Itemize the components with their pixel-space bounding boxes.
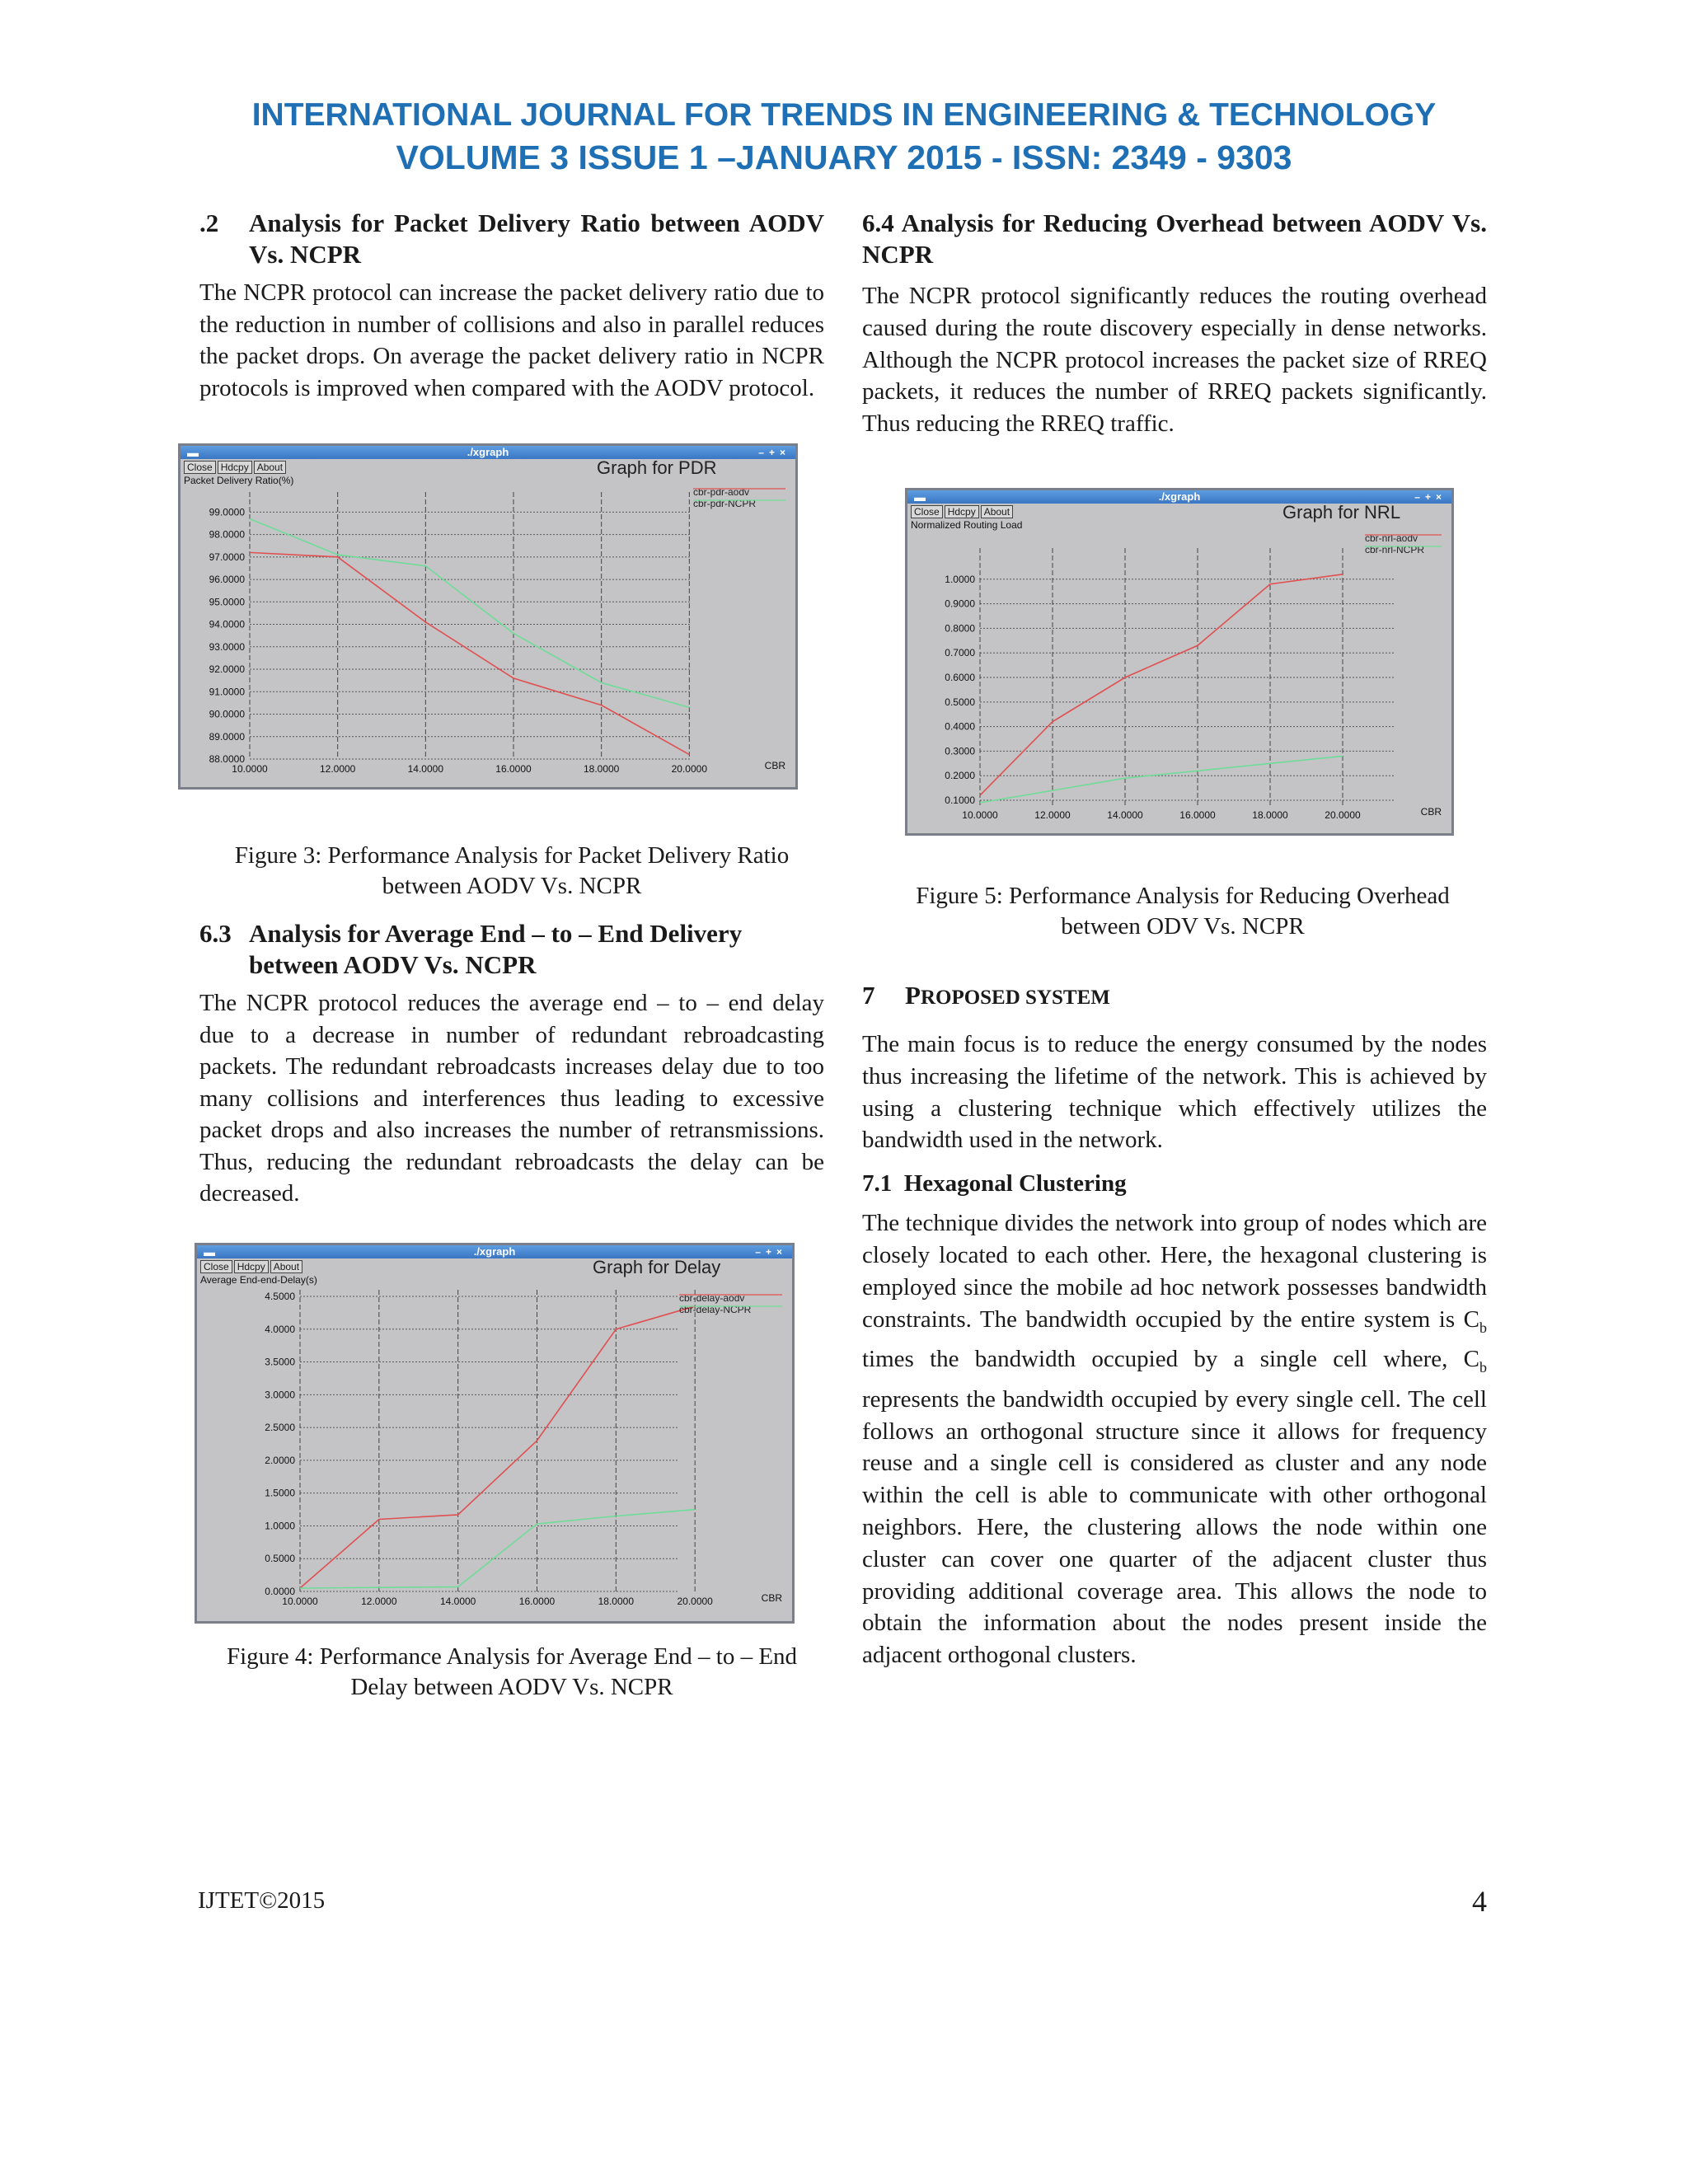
y-tick-label: 3.0000	[265, 1388, 295, 1400]
window-controls-icon[interactable]: –+×	[758, 447, 790, 458]
x-tick-label: 12.0000	[319, 763, 356, 775]
y-tick-label: 95.0000	[209, 596, 245, 608]
section-6-4-heading: 6.4 Analysis for Reducing Overhead between AODV Vs. NCPR	[862, 209, 1487, 269]
y-tick-label: 92.0000	[209, 663, 245, 676]
y-tick-label: 99.0000	[209, 506, 245, 518]
xgraph-window-delay	[195, 1243, 795, 1624]
y-tick-label: 0.2000	[945, 770, 975, 782]
close-button[interactable]: Close	[911, 505, 943, 518]
y-tick-label: 93.0000	[209, 640, 245, 653]
y-tick-label: 1.5000	[265, 1487, 295, 1499]
legend-entry: cbr-nrl-aodv	[1365, 532, 1418, 544]
about-button[interactable]: About	[270, 1260, 302, 1273]
y-tick-label: 0.6000	[945, 672, 975, 684]
window-title: ./xgraph	[473, 1244, 516, 1258]
legend-entry: cbr-pdr-aodv	[693, 486, 750, 498]
hardcopy-button[interactable]: Hdcpy	[945, 505, 979, 518]
y-tick-label: 0.8000	[945, 622, 975, 635]
legend-entry: cbr-delay-aodv	[679, 1291, 745, 1304]
x-tick-label: 20.0000	[1325, 808, 1361, 821]
section-6-3-heading	[199, 918, 824, 981]
y-tick-label: 91.0000	[209, 686, 245, 698]
y-tick-label: 89.0000	[209, 730, 245, 743]
section-title: Analysis for Average End – to – End Delivery between AODV Vs. NCPR	[249, 919, 743, 979]
section-title: Analysis for Packet Delivery Ratio between AODV Vs. NCPR	[249, 209, 824, 269]
close-button[interactable]: Close	[184, 461, 216, 474]
y-axis-label: Normalized Routing Load	[911, 518, 1023, 531]
series-line-cbr-pdr-aodv	[250, 552, 689, 754]
section-7-heading	[862, 980, 1487, 1014]
chart-svg	[181, 446, 790, 782]
page-number: 4	[1472, 1885, 1487, 1918]
window-controls-icon[interactable]: –+×	[1414, 490, 1447, 503]
figure-5	[862, 488, 1487, 942]
section-7-body: The main focus is to reduce the energy consumed by the nodes thus increasing the lifetime of the network. This is achieved by using a clustering technique which effectively utilizes the bandwidth used in the network.	[862, 1030, 1487, 1154]
section-6-2-heading	[199, 208, 824, 270]
window-menu-icon[interactable]: ▬	[187, 446, 199, 459]
about-button[interactable]: About	[981, 505, 1013, 518]
chart-svg	[907, 490, 1447, 828]
xgraph-window-pdr	[178, 443, 798, 790]
y-tick-label: 4.5000	[265, 1290, 295, 1302]
x-tick-label: 14.0000	[407, 763, 444, 775]
y-tick-label: 4.0000	[265, 1323, 295, 1335]
section-title-rest: ROPOSED SYSTEM	[920, 986, 1110, 1009]
section-number: .2	[199, 209, 219, 237]
close-button[interactable]: Close	[200, 1260, 232, 1273]
body-text: represents the bandwidth occupied by every single cell. The cell follows an orthogonal structure since it allows for frequency reuse and a single cell is considered as cluster and any node within the cell is able to communicate with other orthogonal neighbors. Here, the clustering allows the node within one cluster can cover one quarter of the adjacent cluster thus providing additional coverage area. This allows the node to obtain the information about the nodes present inside the adjacent orthogonal clusters.	[862, 1385, 1487, 1669]
x-tick-label: 12.0000	[361, 1595, 397, 1607]
about-button[interactable]: About	[254, 461, 286, 474]
hardcopy-button[interactable]: Hdcpy	[234, 1260, 269, 1273]
y-tick-label: 1.0000	[945, 573, 975, 585]
y-tick-label: 0.3000	[945, 745, 975, 757]
x-tick-label: 14.0000	[1107, 808, 1143, 821]
window-title: ./xgraph	[1158, 490, 1201, 503]
y-tick-label: 97.0000	[209, 551, 245, 563]
x-tick-label: 14.0000	[439, 1595, 476, 1607]
y-tick-label: 0.5000	[945, 696, 975, 708]
graph-title: Graph for NRL	[1282, 501, 1401, 523]
x-tick-label: 16.0000	[1179, 808, 1216, 821]
series-line-cbr-delay-NCPR	[300, 1509, 695, 1587]
figure-5-caption: Figure 5: Performance Analysis for Reducing Overhead between ODV Vs. NCPR	[916, 882, 1450, 940]
y-tick-label: 2.0000	[265, 1454, 295, 1466]
section-6-3-body: The NCPR protocol reduces the average end – to – end delay due to a decrease in number of redundant rebroadcasting packets. The redundant rebroadcasts increases delay due to too many collisions and interferences thus leading to excessive packet drops and also increases the number of retransmissions. Thus, reducing the redundant rebroadcasts the delay can be decreased.	[199, 990, 824, 1207]
x-tick-label: 12.0000	[1034, 808, 1071, 821]
series-line-cbr-nrl-NCPR	[980, 756, 1343, 803]
figure-4-caption: Figure 4: Performance Analysis for Average End – to – End Delay between AODV Vs. NCPR	[226, 1643, 798, 1700]
subscript: b	[1479, 1319, 1487, 1336]
x-tick-label: 10.0000	[282, 1595, 318, 1607]
x-axis-label: CBR	[1420, 805, 1442, 818]
section-title-first: P	[905, 980, 921, 1010]
y-tick-label: 0.7000	[945, 647, 975, 659]
section-6-2-body: The NCPR protocol can increase the packet delivery ratio due to the reduction in number of collisions and also in parallel reduces the packet drops. On average the packet delivery ratio in NCPR protocols is improved when compared with the AODV protocol.	[199, 279, 824, 401]
y-tick-label: 0.9000	[945, 598, 975, 610]
y-tick-label: 0.5000	[265, 1552, 295, 1564]
xgraph-window-nrl	[905, 488, 1454, 836]
chart-svg	[197, 1245, 787, 1616]
y-tick-label: 88.0000	[209, 753, 245, 765]
x-tick-label: 20.0000	[677, 1595, 713, 1607]
x-tick-label: 10.0000	[232, 763, 268, 775]
x-tick-label: 20.0000	[671, 763, 708, 775]
x-tick-label: 16.0000	[495, 763, 532, 775]
right-column	[862, 208, 1487, 1671]
y-axis-label: Packet Delivery Ratio(%)	[184, 475, 294, 486]
figure-4	[199, 1243, 824, 1703]
legend-entry: cbr-delay-NCPR	[679, 1303, 752, 1315]
x-tick-label: 18.0000	[598, 1595, 635, 1607]
x-tick-label: 18.0000	[583, 763, 620, 775]
window-title: ./xgraph	[467, 446, 509, 458]
hardcopy-button[interactable]: Hdcpy	[218, 461, 252, 474]
series-line-cbr-delay-aodv	[300, 1305, 695, 1587]
section-7-1-body	[862, 1207, 1487, 1671]
figure-3	[184, 443, 824, 902]
y-tick-label: 0.0000	[265, 1585, 295, 1597]
y-tick-label: 90.0000	[209, 708, 245, 720]
body-text: The technique divides the network into group of nodes which are closely located to each other. Here, the hexagonal clustering is employed since the mobile ad hoc network possesses bandwidth constraints. The bandwidth occupied by the entire system is C	[862, 1210, 1487, 1333]
body-text: times the bandwidth occupied by a single cell where, C	[862, 1346, 1479, 1373]
y-tick-label: 94.0000	[209, 618, 245, 630]
section-number: 7	[862, 980, 875, 1010]
x-axis-label: CBR	[761, 1591, 782, 1604]
y-tick-label: 0.4000	[945, 720, 975, 733]
y-tick-label: 2.5000	[265, 1421, 295, 1433]
x-axis-label: CBR	[764, 760, 785, 771]
y-tick-label: 96.0000	[209, 574, 245, 586]
graph-title: Graph for Delay	[593, 1256, 721, 1277]
footer-copyright: IJTET©2015	[198, 1887, 326, 1914]
x-tick-label: 10.0000	[962, 808, 998, 821]
y-tick-label: 1.0000	[265, 1519, 295, 1531]
window-menu-icon[interactable]: ▬	[204, 1244, 215, 1258]
y-tick-label: 3.5000	[265, 1356, 295, 1368]
journal-issue-line: VOLUME 3 ISSUE 1 –JANUARY 2015 - ISSN: 2349 - 9303	[396, 138, 1292, 176]
section-6-4-body: The NCPR protocol significantly reduces the routing overhead caused during the route discovery especially in dense networks. Although the NCPR protocol increases the packet size of RREQ packets, it reduces the number of RREQ packets significantly. Thus reducing the RREQ traffic.	[862, 283, 1487, 438]
window-menu-icon[interactable]: ▬	[914, 490, 926, 504]
legend-entry: cbr-nrl-NCPR	[1365, 543, 1424, 555]
section-7-1-heading: 7.1 Hexagonal Clustering	[862, 1170, 1127, 1197]
x-tick-label: 18.0000	[1252, 808, 1288, 821]
x-tick-label: 16.0000	[518, 1595, 556, 1607]
legend-entry: cbr-pdr-NCPR	[693, 498, 757, 509]
y-tick-label: 0.1000	[945, 794, 975, 807]
figure-3-caption: Figure 3: Performance Analysis for Packet Delivery Ratio between AODV Vs. NCPR	[234, 842, 790, 899]
graph-title: Graph for PDR	[597, 457, 717, 478]
left-column	[184, 208, 824, 1703]
y-tick-label: 98.0000	[209, 528, 245, 541]
section-number: 6.3	[199, 919, 232, 948]
subscript: b	[1479, 1358, 1487, 1376]
journal-title: INTERNATIONAL JOURNAL FOR TRENDS IN ENGINEERING & TECHNOLOGY	[251, 97, 1437, 133]
y-axis-label: Average End-end-Delay(s)	[200, 1273, 317, 1286]
series-line-cbr-pdr-NCPR	[250, 519, 689, 708]
window-controls-icon[interactable]: –+×	[755, 1245, 787, 1258]
